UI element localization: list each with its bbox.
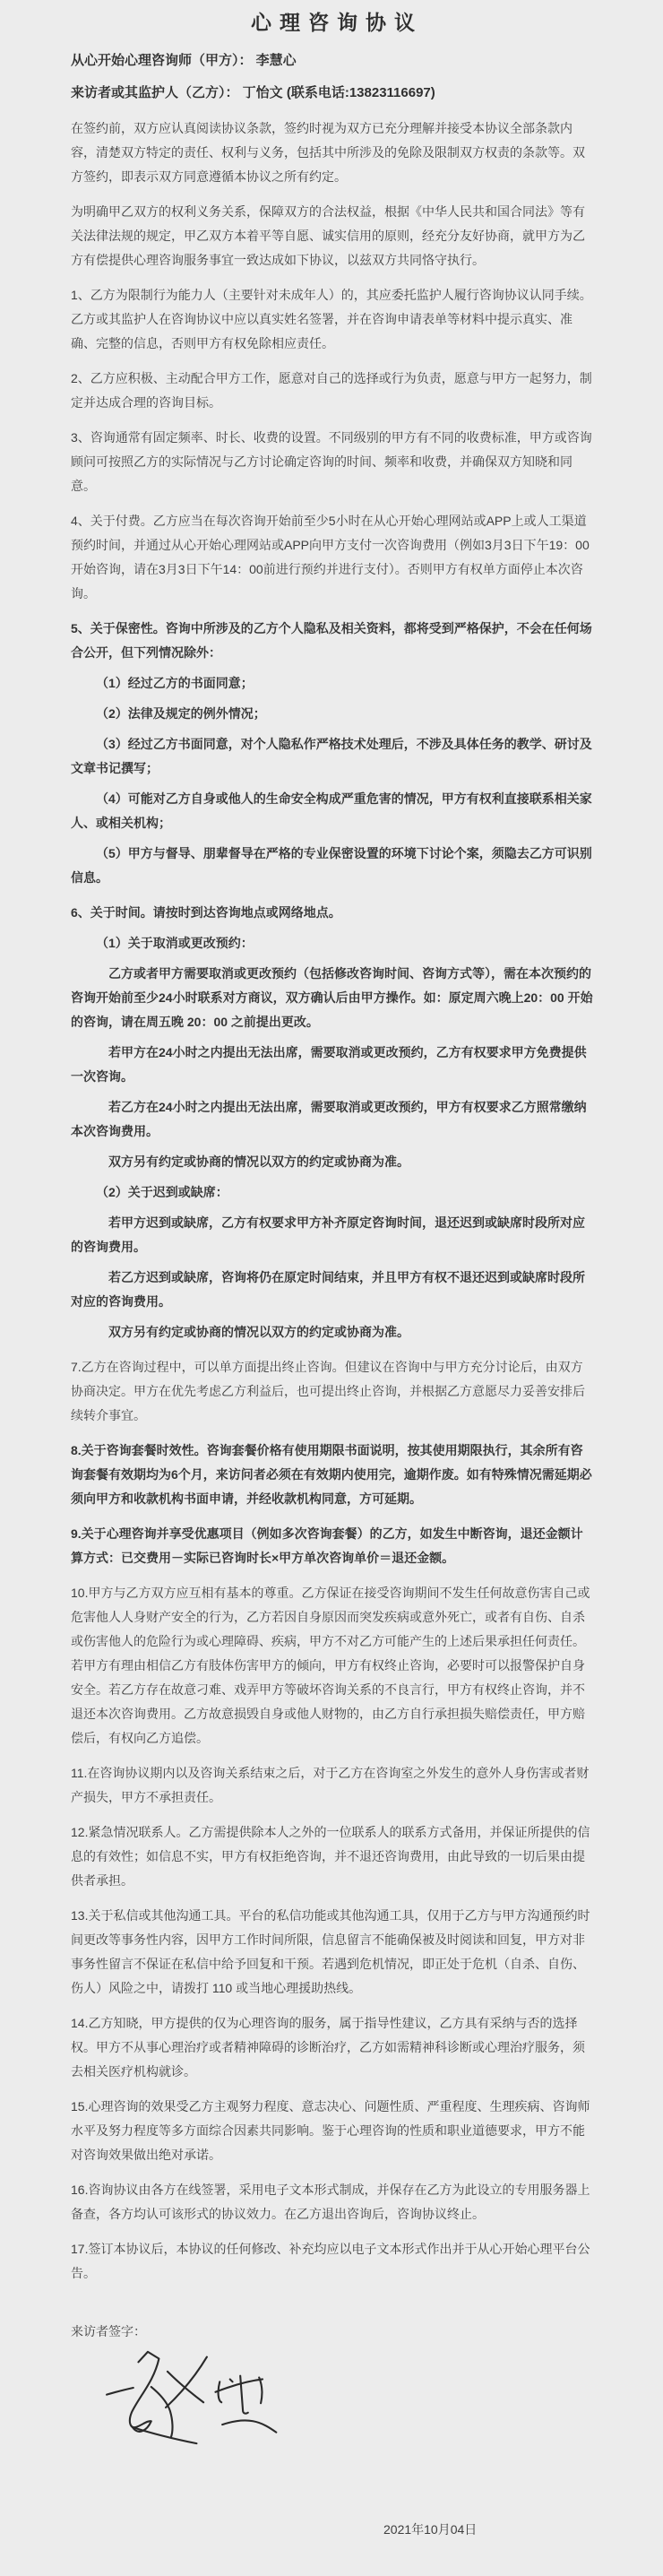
clause-5-intro: 5、关于保密性。咨询中所涉及的乙方个人隐私及相关资料，都将受到严格保护，不会在任何场合公开，但下列情况除外： [71, 621, 592, 660]
clause-7: 7.乙方在咨询过程中，可以单方面提出终止咨询。但建议在咨询中与甲方充分讨论后，由双方协商决定。甲方在优先考虑乙方利益后，也可提出终止咨询，并根据乙方意愿尽力妥善安排后续转介事宜。 [71, 1360, 585, 1422]
clause-3: 3、咨询通常有固定频率、时长、收费的设置。不同级别的甲方有不同的收费标准，甲方或咨询顾问可按照乙方的实际情况与乙方讨论确定咨询的时间、频率和收费，并确保双方知晓和同意。 [71, 430, 592, 493]
clause-13: 13.关于私信或其他沟通工具。平台的私信功能或其他沟通工具，仅用于乙方与甲方沟通预约时间更改等事务性内容，因甲方工作时间所限，信息留言不能确保被及时阅读和回复，甲方对非事务性留言不保证在私信中给予回复和干预。若遇到危机情况，即正处于危机（自杀、自伤、伤人）风险之中，请拨打 110 或当地心理援助热线。 [71, 1908, 590, 1995]
clause-12: 12.紧急情况联系人。乙方需提供除本人之外的一位联系人的联系方式备用，并保证所提供的信息的有效性；如信息不实，甲方有权拒绝咨询，并不退还咨询费用，由此导致的一切后果由提供者承担。 [71, 1825, 590, 1888]
signing-date: 2021年10月04日 [383, 2522, 478, 2537]
visitor-signature [80, 2349, 331, 2503]
party-a-line: 从心开始心理咨询师（甲方）： 李慧心 [71, 53, 297, 68]
clause-4: 4、关于付费。乙方应当在每次咨询开始前至少5小时在从心开始心理网站或APP上或人工渠道预约时间，并通过从心开始心理网站或APP向甲方支付一次咨询费用（例如3月3日下午19：00开始咨询，请在3月3日下午14：00前进行预约并进行支付）。否则甲方有权单方面停止本次咨询。 [71, 514, 590, 601]
clause-5-item-1: （1）经过乙方的书面同意； [96, 676, 254, 690]
clause-6-section-1-heading: （1）关于取消或更改预约： [96, 936, 254, 950]
clause-10: 10.甲方与乙方双方应互相有基本的尊重。乙方保证在接受咨询期间不发生任何故意伤害自己或危害他人人身财产安全的行为，乙方若因自身原因而突发疾病或意外死亡，或者有自伤、自杀或伤害他人的危险行为或心理障碍、疾病，甲方不对乙方可能产生的上述后果承担任何责任。若甲方有理由相信乙方有肢体伤害甲方的倾向，甲方有权终止咨询，必要时可以报警保护自身安全。若乙方存在故意刁难、戏弄甲方等破坏咨询关系的不良言行，甲方有权终止咨询，并不退还本次咨询费用。乙方故意损毁自身或他人财物的，由乙方自行承担损失赔偿责任，甲方赔偿后，有权向乙方追偿。 [71, 1586, 590, 1745]
clause-2: 2、乙方应积极、主动配合甲方工作，愿意对自己的选择或行为负责，愿意与甲方一起努力，制定并达成合理的咨询目标。 [71, 371, 592, 410]
clause-5-item-4: （4）可能对乙方自身或他人的生命安全构成严重危害的情况，甲方有权利直接联系相关家人、或相关机构； [71, 791, 592, 830]
clause-5-item-2: （2）法律及规定的例外情况； [96, 706, 266, 721]
party-b-line: 来访者或其监护人（乙方）： 丁怡文 (联系电话:13823116697) [71, 85, 435, 100]
clause-6-line-2: 若甲方在24小时之内提出无法出席，需要取消或更改预约，乙方有权要求甲方免费提供一次咨询。 [71, 1045, 587, 1084]
clause-6-intro: 6、关于时间。请按时到达咨询地点或网络地点。 [71, 905, 341, 920]
clause-17: 17.签订本协议后，本协议的任何修改、补充均应以电子文本形式作出并于从心开始心理平台公告。 [71, 2242, 590, 2280]
clause-6-line-5: 若甲方迟到或缺席，乙方有权要求甲方补齐原定咨询时间，退还迟到或缺席时段所对应的咨询费用。 [71, 1215, 585, 1254]
clause-6-line-7: 双方另有约定或协商的情况以双方的约定或协商为准。 [108, 1325, 409, 1339]
clause-15: 15.心理咨询的效果受乙方主观努力程度、意志决心、问题性质、严重程度、生理疾病、咨询师水平及努力程度等多方面综合因素共同影响。鉴于心理咨询的性质和职业道德要求，甲方不能对咨询效果做出绝对承诺。 [71, 2099, 590, 2162]
clause-16: 16.咨询协议由各方在线签署，采用电子文本形式制成，并保存在乙方为此设立的专用服务器上备查，各方均认可该形式的协议效力。在乙方退出咨询后，咨询协议终止。 [71, 2183, 590, 2221]
signature-scrawl-icon [80, 2349, 331, 2503]
clause-5 [71, 617, 595, 890]
preamble-paragraph-2: 为明确甲乙双方的权利义务关系，保障双方的合法权益，根据《中华人民共和国合同法》等有关法律法规的规定，甲乙双方本着平等自愿、诚实信用的原则，经充分友好协商，就甲方为乙方有偿提供心理咨询服务事宜一致达成如下协议，以兹双方共同恪守执行。 [71, 204, 585, 267]
clause-6 [71, 901, 595, 1344]
clause-6-section-2-heading: （2）关于迟到或缺席： [96, 1185, 228, 1199]
page-title: 心理咨询协议 [251, 11, 423, 34]
clause-5-item-3: （3）经过乙方书面同意，对个人隐私作严格技术处理后，不涉及具体任务的教学、研讨及文章书记撰写； [71, 737, 592, 775]
clause-11: 11.在咨询协议期内以及咨询关系结束之后，对于乙方在咨询室之外发生的意外人身伤害或者财产损失，甲方不承担责任。 [71, 1766, 590, 1804]
visitor-signature-label: 来访者签字： [71, 2324, 146, 2338]
clause-1: 1、乙方为限制行为能力人（主要针对未成年人）的，其应委托监护人履行咨询协议认同手续。乙方或其监护人在咨询协议中应以真实姓名签署，并在咨询申请表单等材料中提示真实、准确、完整的信息，否则甲方有权免除相应责任。 [71, 288, 592, 350]
clause-14: 14.乙方知晓，甲方提供的仅为心理咨询的服务，属于指导性建议，乙方具有采纳与否的选择权。甲方不从事心理治疗或者精神障碍的诊断治疗，乙方如需精神科诊断或心理治疗服务，须去相关医疗机构就诊。 [71, 2016, 585, 2079]
preamble-paragraph-1: 在签约前，双方应认真阅读协议条款，签约时视为双方已充分理解并接受本协议全部条款内容，清楚双方特定的责任、权利与义务，包括其中所涉及的免除及限制双方权责的条款等。双方签约，即表示双方同意遵循本协议之所有约定。 [71, 121, 585, 184]
clause-6-line-1: 乙方或者甲方需要取消或更改预约（包括修改咨询时间、咨询方式等），需在本次预约的咨询开始前至少24小时联系对方商议，双方确认后由甲方操作。如：原定周六晚上20：00 开始的咨询，请在周五晚 20：00 之前提出更改。 [71, 966, 593, 1029]
clause-5-item-5: （5）甲方与督导、朋辈督导在严格的专业保密设置的环境下讨论个案，须隐去乙方可识别信息。 [71, 846, 592, 885]
clause-6-line-4: 双方另有约定或协商的情况以双方的约定或协商为准。 [108, 1154, 409, 1169]
clause-6-line-6: 若乙方迟到或缺席，咨询将仍在原定时间结束，并且甲方有权不退还迟到或缺席时段所对应的咨询费用。 [71, 1270, 585, 1309]
clause-6-line-3: 若乙方在24小时之内提出无法出席，需要取消或更改预约，甲方有权要求乙方照常缴纳本次咨询费用。 [71, 1100, 587, 1138]
clause-9: 9.关于心理咨询并享受优惠项目（例如多次咨询套餐）的乙方，如发生中断咨询，退还金额计算方式：已交费用－实际已咨询时长×甲方单次咨询单价＝退还金额。 [71, 1526, 583, 1565]
clause-8: 8.关于咨询套餐时效性。咨询套餐价格有使用期限书面说明，按其使用期限执行，其余所有咨询套餐有效期均为6个月，来访问者必须在有效期内使用完，逾期作废。如有特殊情况需延期必须向甲方和收款机构书面申请，并经收款机构同意，方可延期。 [71, 1443, 592, 1506]
